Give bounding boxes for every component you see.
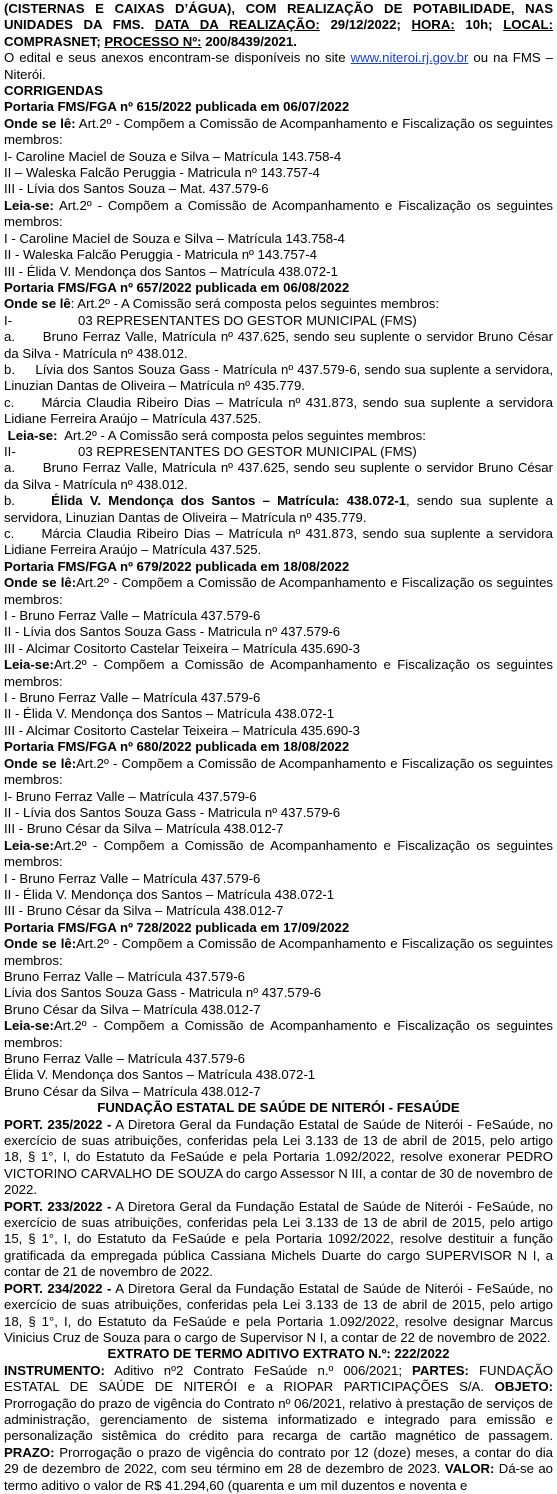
portaria-728-leia	[4, 1018, 553, 1051]
leia-label: Leia-se:	[4, 837, 54, 853]
item-rest: , sendo sua suplente a servidora, Linuzian Dantas de Oliveira – Matrícula nº 435.779.	[4, 493, 553, 525]
list-item: a. Bruno Ferraz Valle, Matrícula nº 437.625, sendo seu suplente o servidor Bruno César da Silva - Matrícula nº 438.012.	[4, 329, 553, 361]
list-item: III - Lívia dos Santos Souza – Mat. 437.579-6	[4, 181, 269, 197]
list-item: Bruno Ferraz Valle – Matrícula 437.579-6	[4, 1051, 245, 1066]
list-item: III - Bruno César da Silva – Matrícula 438.012-7	[4, 821, 284, 837]
hour-label: HORA:	[411, 17, 455, 33]
portaria-679-onde	[4, 575, 553, 608]
port-label: PORT. 234/2022 -	[4, 1280, 112, 1296]
notice-line: (CISTERNAS E CAIXAS D’ÁGUA), COM REALIZAÇÃO DE POTABILIDADE, NAS UNIDADES DA FMS.	[4, 1, 553, 33]
item-text: 03 REPRESENTANTES DO GESTOR MUNICIPAL (FMS)	[78, 443, 417, 459]
list-item: I - Bruno Ferraz Valle – Matrícula 437.579-6	[4, 608, 261, 624]
onde-label: Onde se lê:	[4, 575, 77, 591]
leia-text: Art.2º - A Comissão será composta pelos seguintes membros:	[64, 427, 426, 443]
leia-label: Leia-se:	[4, 197, 54, 213]
portaria-657-onde	[4, 296, 553, 312]
date-label: DATA DA REALIZAÇÃO:	[154, 17, 320, 33]
list-item: I- Caroline Maciel de Souza e Silva – Matrícula 143.758-4	[4, 148, 342, 164]
representantes-line	[4, 444, 553, 460]
port-233	[4, 1199, 553, 1281]
list-item: Lívia dos Santos Souza Gass - Matricula nº 437.579-6	[4, 985, 322, 1001]
list-item: Bruno Ferraz Valle – Matrícula 437.579-6	[4, 968, 245, 984]
local-label: LOCAL:	[503, 17, 553, 33]
hour-value: 10h;	[465, 17, 493, 33]
item-number: I-	[4, 312, 13, 328]
leia-label: Leia-se:	[4, 657, 54, 673]
edital-notice	[4, 50, 553, 83]
partes-text: FUNDAÇÃO ESTATAL DE SAÚDE DE NITERÓI e a RIOPAR PARTICIPAÇÕES S/A.	[4, 1362, 553, 1395]
process-label: PROCESSO Nº:	[104, 33, 202, 49]
portaria-615-onde	[4, 116, 553, 149]
onde-label: Onde se lê	[4, 296, 71, 312]
list-item: Bruno César da Silva – Matrícula 438.012-7	[4, 1083, 261, 1099]
onde-label: Onde se lê:	[4, 755, 77, 771]
onde-text: : Art.2º - A Comissão será composta pelos seguintes membros:	[70, 296, 440, 312]
edital-text: O edital e seus anexos encontram-se disponíveis no site	[4, 50, 346, 66]
portaria-657-leia	[4, 428, 553, 444]
valor-text: Dá-se ao termo aditivo o valor de R$ 41.294,60 (quarenta e um mil duzentos e noventa e	[4, 1461, 554, 1493]
local-value: COMPRASNET;	[4, 33, 101, 49]
list-item: I - Bruno Ferraz Valle – Matrícula 437.579-6	[4, 870, 261, 886]
list-item: Élida V. Mendonça dos Santos – Matrícula 438.072-1	[4, 1067, 316, 1083]
leia-text: Art.2º - Compõem a Comissão de Acompanhamento e Fiscalização os seguintes membros:	[4, 837, 553, 870]
port-235	[4, 1117, 553, 1199]
port-label: PORT. 235/2022 -	[4, 1116, 112, 1132]
fesaude-heading: FUNDAÇÃO ESTATAL DE SAÚDE DE NITERÓI - FESAÚDE	[97, 1100, 460, 1116]
instrumento-label: INSTRUMENTO:	[4, 1362, 105, 1378]
portaria-728-title: Portaria FMS/FGA nº 728/2022 publicada em 17/09/2022	[4, 919, 350, 935]
item-number: II-	[4, 443, 16, 459]
portaria-680-title: Portaria FMS/FGA nº 680/2022 publicada em 18/08/2022	[4, 739, 350, 755]
onde-label: Onde se lê:	[4, 115, 76, 131]
port-text: A Diretora Geral da Fundação Estatal de Saúde de Niterói - FeSaúde, no exercício de suas atribuições, conferidas pela Lei 3.133 de 13 de abril de 2015, pelo artigo 18, § 1°, I, do Estatuto da FeSaúde e pela Portaria 1.092/2022, resolve exonerar PEDRO VICTORINO CARVALHO DE SOUZA do cargo Assessor N III, a contar de 30 de novembro de 2022.	[4, 1116, 553, 1198]
list-item: II - Lívia dos Santos Souza Gass - Matricula nº 437.579-6	[4, 624, 341, 640]
item-prefix: b.	[4, 493, 52, 509]
port-text: A Diretora Geral da Fundação Estatal de Saúde de Niterói - FeSaúde, no exercício de suas atribuições, conferidas pela Lei 3.133 de 13 de abril de 2015, pelo artigo 18, § 1°, I, do Estatuto da FeSaúde e pela Portaria 1.092/2022, resolve designar Marcus Vinicius Cruz de Souza para o cargo de Supervisor N I, a contar de 22 de novembro de 2022.	[4, 1280, 553, 1345]
list-item: III - Alcimar Cositorto Castelar Teixeira – Matrícula 435.690-3	[4, 722, 360, 738]
process-value: 200/8439/2021.	[205, 33, 297, 49]
corrigendas-heading: CORRIGENDAS	[4, 83, 103, 99]
niteroi-site-link[interactable]: www.niteroi.rj.gov.br	[350, 50, 469, 66]
prazo-label: PRAZO:	[4, 1444, 55, 1460]
portaria-679-leia	[4, 657, 553, 690]
list-item: b. Lívia dos Santos Souza Gass - Matrícula nº 437.579-6, sendo sua suplente a servidora, Linuzian Dantas de Oliveira – Matrícula nº 435.779.	[4, 361, 553, 394]
list-item: II – Waleska Falcão Peruggia - Matricula nº 143.757-4	[4, 165, 320, 181]
date-value: 29/12/2022	[330, 17, 397, 33]
onde-label: Onde se lê:	[4, 936, 77, 952]
notice-heading: (CISTERNAS E CAIXAS D’ÁGUA), COM REALIZAÇÃO DE POTABILIDADE, NAS UNIDADES DA FMS. DATA DA REALIZAÇÃO: 29/12/2022; HORA: 10h; LOCAL: COMPRASNET; PROCESSO Nº: 200/8439/2021.	[4, 1, 553, 49]
list-item: I - Caroline Maciel de Souza e Silva – Matrícula 143.758-4	[4, 230, 345, 246]
representantes-line	[4, 313, 553, 329]
partes-label: PARTES:	[412, 1362, 469, 1378]
list-item: c. Márcia Claudia Ribeiro Dias – Matrícula nº 431.873, sendo sua suplente a servidora Lidiane Ferreira Araújo – Matrícula 437.525.	[4, 526, 553, 558]
list-item: a. Bruno Ferraz Valle, Matrícula nº 437.625, sendo seu suplente o servidor Bruno César da Silva - Matrícula nº 438.012.	[4, 460, 553, 492]
portaria-615-title: Portaria FMS/FGA nº 615/2022 publicada em 06/07/2022	[4, 99, 350, 115]
portaria-679-title: Portaria FMS/FGA nº 679/2022 publicada em 18/08/2022	[4, 558, 350, 574]
onde-text: Art.2º - Compõem a Comissão de Acompanhamento e Fiscalização os seguintes membros:	[4, 575, 553, 607]
list-item: III - Bruno César da Silva – Matrícula 438.012-7	[4, 903, 284, 919]
port-label: PORT. 233/2022 -	[4, 1198, 112, 1214]
port-234	[4, 1281, 553, 1347]
portaria-615-leia	[4, 198, 553, 231]
list-item: II - Élida V. Mendonça dos Santos – Matrícula 438.072-1	[4, 706, 335, 722]
portaria-680-onde	[4, 756, 553, 789]
prazo-text: Prorrogação o prazo de vigência do contrato por 12 (doze) meses, a contar do dia 29 de dezembro de 2022, com seu término em 28 de dezembro de 2023.	[4, 1444, 553, 1477]
objeto-text: Prorrogação do prazo de vigência do Contrato nº 06/2021, relativo à prestação de serviços de administração, gerenciamento de sistema informatizado e integrado para emissão e personalização sistêmica do crédito para recarga de cartão magnético de passagem.	[4, 1395, 553, 1444]
extrato-heading: EXTRATO DE TERMO ADITIVO EXTRATO N.º: 222/2022	[107, 1346, 450, 1362]
objeto-label: OBJETO:	[494, 1379, 553, 1395]
list-item: III - Alcimar Cositorto Castelar Teixeira – Matrícula 435.690-3	[4, 640, 360, 656]
leia-text: Art.2º - Compõem a Comissão de Acompanhamento e Fiscalização os seguintes membros:	[4, 197, 553, 230]
instrumento-text: Aditivo nº2 Contrato FeSaúde n.º 006/2021;	[114, 1362, 402, 1378]
portaria-657-title: Portaria FMS/FGA nº 657/2022 publicada em 06/08/2022	[4, 279, 350, 295]
list-item: c. Márcia Claudia Ribeiro Dias – Matrícula nº 431.873, sendo sua suplente a servidora Lidiane Ferreira Araújo – Matrícula 437.525.	[4, 394, 553, 427]
onde-text: Art.2º - Compõem a Comissão de Acompanhamento e Fiscalização os seguintes membros:	[4, 936, 553, 968]
list-item: II - Élida V. Mendonça dos Santos – Matrícula 438.072-1	[4, 886, 335, 902]
leia-text: Art.2º - Compõem a Comissão de Acompanhamento e Fiscalização os seguintes membros:	[4, 657, 553, 689]
onde-text: Art.2º - Compõem a Comissão de Acompanhamento e Fiscalização os seguintes membros:	[4, 115, 553, 148]
list-item: Bruno César da Silva – Matrícula 438.012-7	[4, 1001, 261, 1017]
leia-label: Leia-se:	[7, 427, 58, 443]
leia-label: Leia-se:	[4, 1018, 54, 1034]
item-bold: Élida V. Mendonça dos Santos – Matrícula: 438.072-1	[51, 493, 407, 509]
item-text: 03 REPRESENTANTES DO GESTOR MUNICIPAL (FMS)	[78, 312, 417, 328]
list-item	[4, 493, 553, 526]
port-text: A Diretora Geral da Fundação Estatal de Saúde de Niterói - FeSaúde, no exercício de suas atribuições, conferidas pela Lei 3.133 de 13 de abril de 2015, pelo artigo 15, § 1°, I, do Estatuto da FeSaúde e pela Portaria 1092/2022, resolve destituir a função gratificada da empregada pública Cassiana Michels Duarte do cargo SUPERVISOR N I, a contar de 21 de novembro de 2022.	[4, 1198, 553, 1280]
portaria-680-leia	[4, 838, 553, 871]
valor-label: VALOR:	[444, 1461, 495, 1477]
list-item: II - Waleska Falcão Peruggia - Matricula nº 143.757-4	[4, 247, 317, 263]
leia-text: Art.2º - Compõem a Comissão de Acompanhamento e Fiscalização os seguintes membros:	[4, 1018, 553, 1050]
list-item: II - Lívia dos Santos Souza Gass - Matricula nº 437.579-6	[4, 804, 341, 820]
onde-text: Art.2º - Compõem a Comissão de Acompanhamento e Fiscalização os seguintes membros:	[4, 755, 553, 788]
edital-text-end: ou na FMS – Niterói.	[4, 50, 554, 82]
portaria-728-onde	[4, 936, 553, 969]
list-item: I - Bruno Ferraz Valle – Matrícula 437.579-6	[4, 690, 261, 706]
extrato-body	[4, 1363, 553, 1494]
list-item: III - Élida V. Mendonça dos Santos – Matrícula 438.072-1	[4, 263, 338, 279]
list-item: I- Bruno Ferraz Valle – Matrícula 437.579-6	[4, 788, 257, 804]
